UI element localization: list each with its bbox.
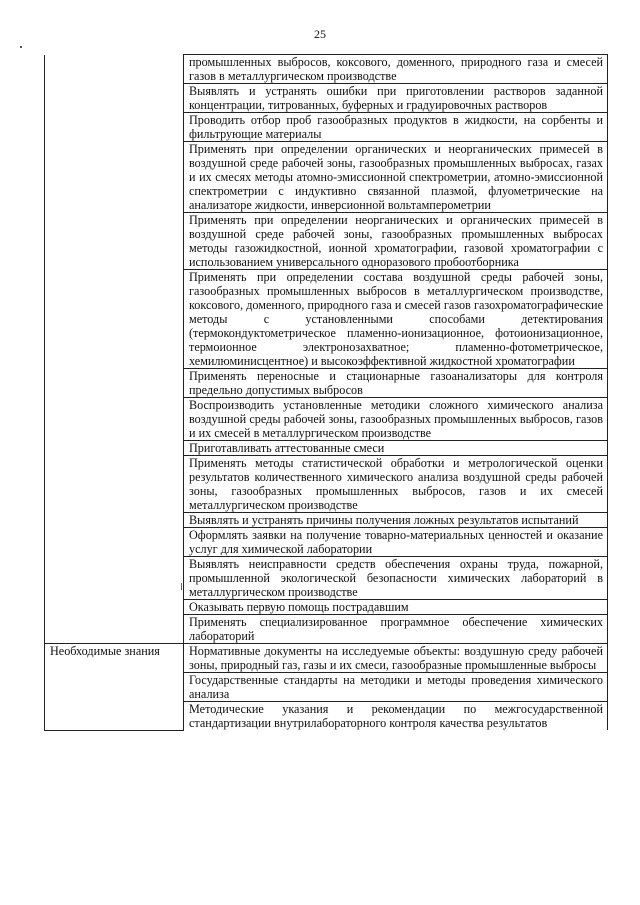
skill-cell: Применять при определении неорганических и органических примесей в воздушной среде рабочей зоны, газообразных промышленных выбросах методы газожидкостной, ионной хроматографии, газовой хроматографии с использованием универсального одноразового пробоотборника bbox=[184, 213, 608, 270]
skill-cell: Воспроизводить установленные методики сложного химического анализа воздушной среды рабочей зоны, газообразных промышленных выбросов, газов и их смесей в металлургическом производстве bbox=[184, 398, 608, 441]
table-row bbox=[45, 55, 608, 84]
skill-cell: Проводить отбор проб газообразных продуктов в жидкости, на сорбенты и фильтрующие материалы bbox=[184, 113, 608, 142]
skill-cell: Применять при определении органических и неорганических примесей в воздушной среде рабочей зоны, газообразных промышленных выбросах, газах и их смесях методы атомно-эмиссионной спектрометрии, атомно-эмиссионной спектрометрии с индуктивно связанной плазмой, флуометрические на анализаторе жидкости, инверсионной вольтамперометрии bbox=[184, 142, 608, 213]
skill-cell: Выявлять и устранять ошибки при приготовлении растворов заданной концентрации, титрованных, буферных и градуировочных растворов bbox=[184, 84, 608, 113]
skill-cell: Выявлять и устранять причины получения ложных результатов испытаний bbox=[184, 513, 608, 528]
skill-cell: Применять специализированное программное обеспечение химических лабораторий bbox=[184, 615, 608, 644]
skill-cell: промышленных выбросов, коксового, доменного, природного газа и смесей газов в металлургическом производстве bbox=[184, 55, 608, 84]
skill-cell: Применять методы статистической обработки и метрологической оценки результатов количественного химического анализа воздушной среды рабочей зоны, газообразных промышленных выбросов, газов и их смесей металлургическом производстве bbox=[184, 456, 608, 513]
scan-speck bbox=[20, 46, 22, 48]
competency-table bbox=[44, 54, 608, 731]
knowledge-label-cell bbox=[45, 644, 184, 731]
table-row bbox=[45, 644, 608, 673]
page-number: 25 bbox=[314, 27, 326, 41]
knowledge-cell: Методические указания и рекомендации по межгосударственной стандартизации внутрилабораторного контроля качества результатов bbox=[184, 702, 608, 731]
knowledge-cell: Государственные стандарты на методики и методы проведения химического анализа bbox=[184, 673, 608, 702]
skills-label-cell bbox=[45, 55, 184, 644]
skill-cell: Оказывать первую помощь пострадавшим bbox=[184, 600, 608, 615]
skill-cell: Выявлять неисправности средств обеспечения охраны труда, пожарной, промышленной экологической безопасности химических лабораторий в металлургическом производстве bbox=[184, 557, 608, 600]
skill-cell: Применять при определении состава воздушной среды рабочей зоны, газообразных промышленных выбросов в металлургическом производстве, коксового, доменного, природного газа и смесей газов газохроматографические методы с установленными способами детектирования (термокондуктометрическое пламенно-ионизационное, фотоионизационное, термоионное электронозахватное; пламенно-фотометрическое, хемилюминисцентное) и высокоэффективной жидкостной хроматографии bbox=[184, 270, 608, 369]
skill-cell: Оформлять заявки на получение товарно-материальных ценностей и оказание услуг для химической лаборатории bbox=[184, 528, 608, 557]
knowledge-label: Необходимые знания bbox=[50, 644, 160, 658]
skill-cell: Приготавливать аттестованные смеси bbox=[184, 441, 608, 456]
knowledge-cell: Нормативные документы на исследуемые объекты: воздушную среду рабочей зоны, природный газ, газы и их смеси, газообразные промышленные выбросы bbox=[184, 644, 608, 673]
skill-cell: Применять переносные и стационарные газоанализаторы для контроля предельно допустимых выбросов bbox=[184, 369, 608, 398]
